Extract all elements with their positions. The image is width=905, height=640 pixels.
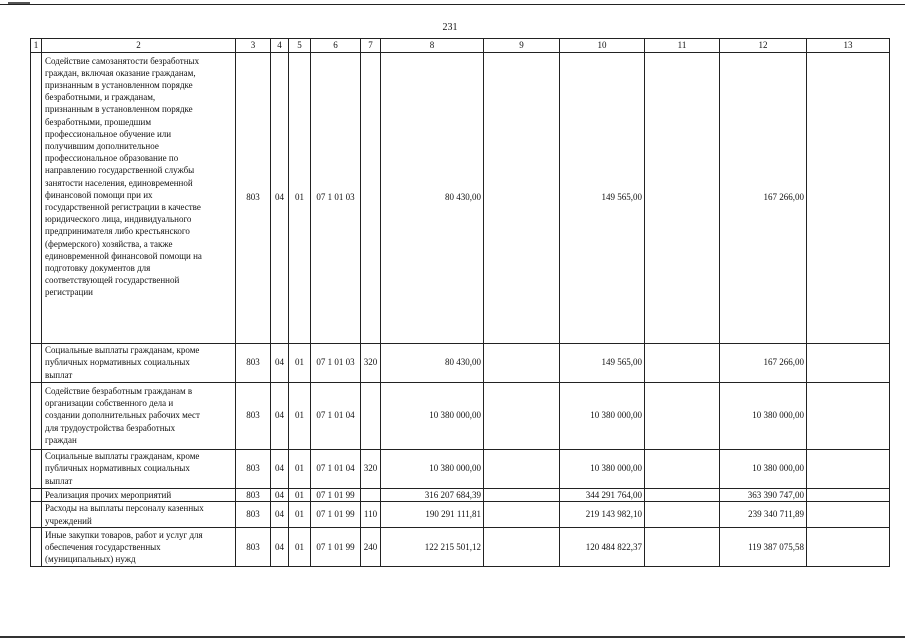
cell-col13 (807, 502, 890, 528)
cell-col1 (31, 382, 42, 449)
cell-target-article: 07 1 01 99 (311, 488, 361, 502)
cell-amount-col8: 190 291 111,81 (381, 502, 484, 528)
cell-amount-col10: 344 291 764,00 (560, 488, 645, 502)
column-header: 4 (271, 39, 289, 53)
cell-col1 (31, 343, 42, 382)
cell-amount-col8: 10 380 000,00 (381, 382, 484, 449)
table-row (31, 502, 890, 528)
cell-subsection-code: 01 (289, 528, 311, 567)
cell-target-article: 07 1 01 99 (311, 528, 361, 567)
cell-amount-col12: 119 387 075,58 (720, 528, 807, 567)
cell-subsection-code: 01 (289, 502, 311, 528)
column-header: 11 (645, 39, 720, 53)
row-description: Социальные выплаты гражданам, кроме публичных нормативных социальных выплат (42, 343, 236, 382)
cell-col1 (31, 488, 42, 502)
table-row (31, 449, 890, 488)
cell-col9 (484, 382, 560, 449)
scan-mark (8, 2, 30, 4)
column-header: 5 (289, 39, 311, 53)
cell-ministry-code: 803 (236, 343, 271, 382)
table-row (31, 343, 890, 382)
table-row (31, 382, 890, 449)
cell-subsection-code: 01 (289, 488, 311, 502)
column-header: 2 (42, 39, 236, 53)
cell-amount-col10: 149 565,00 (560, 343, 645, 382)
column-header: 12 (720, 39, 807, 53)
cell-ministry-code: 803 (236, 449, 271, 488)
cell-col11 (645, 52, 720, 343)
cell-amount-col12: 10 380 000,00 (720, 449, 807, 488)
cell-col13 (807, 382, 890, 449)
cell-amount-col12: 167 266,00 (720, 52, 807, 343)
column-header: 10 (560, 39, 645, 53)
cell-section-code: 04 (271, 382, 289, 449)
cell-col11 (645, 528, 720, 567)
cell-expense-type (361, 382, 381, 449)
cell-col13 (807, 488, 890, 502)
cell-subsection-code: 01 (289, 449, 311, 488)
cell-col11 (645, 382, 720, 449)
budget-table (30, 38, 890, 567)
row-description: Расходы на выплаты персоналу казенных учреждений (42, 502, 236, 528)
cell-expense-type: 240 (361, 528, 381, 567)
cell-amount-col8: 80 430,00 (381, 52, 484, 343)
column-header: 7 (361, 39, 381, 53)
cell-col11 (645, 449, 720, 488)
page-number: 231 (442, 22, 458, 33)
cell-col13 (807, 528, 890, 567)
cell-subsection-code: 01 (289, 382, 311, 449)
cell-section-code: 04 (271, 52, 289, 343)
table-row (31, 52, 890, 343)
cell-amount-col12: 363 390 747,00 (720, 488, 807, 502)
cell-expense-type (361, 488, 381, 502)
cell-col1 (31, 528, 42, 567)
cell-section-code: 04 (271, 488, 289, 502)
cell-amount-col10: 149 565,00 (560, 52, 645, 343)
column-header: 3 (236, 39, 271, 53)
cell-ministry-code: 803 (236, 502, 271, 528)
cell-col11 (645, 343, 720, 382)
cell-section-code: 04 (271, 502, 289, 528)
cell-col13 (807, 52, 890, 343)
cell-col9 (484, 528, 560, 567)
cell-col9 (484, 449, 560, 488)
cell-ministry-code: 803 (236, 52, 271, 343)
cell-expense-type: 320 (361, 343, 381, 382)
cell-target-article: 07 1 01 03 (311, 52, 361, 343)
column-header: 13 (807, 39, 890, 53)
cell-subsection-code: 01 (289, 343, 311, 382)
cell-col1 (31, 52, 42, 343)
cell-expense-type: 110 (361, 502, 381, 528)
cell-amount-col8: 80 430,00 (381, 343, 484, 382)
row-description: Иные закупки товаров, работ и услуг для обеспечения государственных (муниципальных) нужд (42, 528, 236, 567)
cell-section-code: 04 (271, 343, 289, 382)
cell-section-code: 04 (271, 449, 289, 488)
cell-ministry-code: 803 (236, 528, 271, 567)
cell-amount-col10: 219 143 982,10 (560, 502, 645, 528)
cell-target-article: 07 1 01 99 (311, 502, 361, 528)
row-description: Социальные выплаты гражданам, кроме публичных нормативных социальных выплат (42, 449, 236, 488)
cell-col13 (807, 449, 890, 488)
cell-amount-col12: 239 340 711,89 (720, 502, 807, 528)
cell-col13 (807, 343, 890, 382)
cell-expense-type: 320 (361, 449, 381, 488)
cell-col11 (645, 502, 720, 528)
cell-amount-col10: 10 380 000,00 (560, 382, 645, 449)
cell-amount-col10: 10 380 000,00 (560, 449, 645, 488)
cell-col11 (645, 488, 720, 502)
cell-section-code: 04 (271, 528, 289, 567)
cell-amount-col8: 122 215 501,12 (381, 528, 484, 567)
cell-amount-col8: 10 380 000,00 (381, 449, 484, 488)
column-header: 6 (311, 39, 361, 53)
column-header: 9 (484, 39, 560, 53)
cell-amount-col12: 10 380 000,00 (720, 382, 807, 449)
cell-target-article: 07 1 01 04 (311, 449, 361, 488)
cell-target-article: 07 1 01 03 (311, 343, 361, 382)
cell-col9 (484, 52, 560, 343)
cell-ministry-code: 803 (236, 382, 271, 449)
column-header-row (31, 39, 890, 53)
column-header: 8 (381, 39, 484, 53)
row-description: Содействие безработным гражданам в организации собственного дела и создании дополнительных рабочих мест для трудоустройства безработных граждан (42, 382, 236, 449)
column-header: 1 (31, 39, 42, 53)
cell-col9 (484, 488, 560, 502)
page-top-edge (0, 0, 905, 5)
cell-col9 (484, 343, 560, 382)
table-row (31, 488, 890, 502)
cell-subsection-code: 01 (289, 52, 311, 343)
cell-expense-type (361, 52, 381, 343)
table-row (31, 528, 890, 567)
cell-target-article: 07 1 01 04 (311, 382, 361, 449)
cell-amount-col8: 316 207 684,39 (381, 488, 484, 502)
page-bottom-edge (0, 636, 905, 638)
cell-col1 (31, 502, 42, 528)
cell-amount-col12: 167 266,00 (720, 343, 807, 382)
row-description: Реализация прочих мероприятий (42, 488, 236, 502)
cell-amount-col10: 120 484 822,37 (560, 528, 645, 567)
cell-col1 (31, 449, 42, 488)
cell-ministry-code: 803 (236, 488, 271, 502)
row-description: Содействие самозанятости безработных граждан, включая оказание гражданам, признанным в установленном порядке безработными, и гражданам, признанным в установленном порядке безработными, прошедшим профессиональное обучение или получившим дополнительное профессиональное образование по направлению государственной службы занятости населения, единовременной финансовой помощи при их государственной регистрации в качестве юридического лица, индивидуального предпринимателя либо крестьянского (фермерского) хозяйства, а также единовременной финансовой помощи на подготовку документов для соответствующей государственной регистрации (42, 52, 236, 343)
cell-col9 (484, 502, 560, 528)
